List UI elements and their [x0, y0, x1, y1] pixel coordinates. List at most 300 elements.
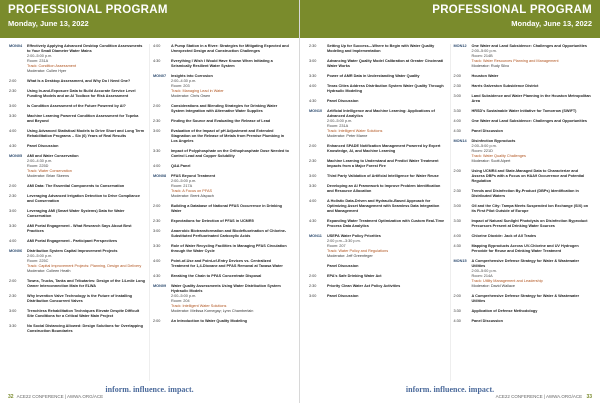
entry-details [327, 199, 447, 214]
header-band [300, 0, 600, 38]
presentation-title: Enhanced SPADE Notification Management Powered by Expert Knowledge, AI, and Machine Learning [327, 144, 441, 153]
session-detail: 2:00–5:00 p.m. [27, 254, 53, 258]
entry-details [171, 149, 290, 159]
presentation-title: Trends and Disinfection By-Product (DBPs) Identification in Distributed Waters [471, 189, 579, 198]
presentation-time: 3:30 [9, 114, 17, 118]
footer-page-info [496, 394, 592, 400]
presentation-entry [153, 244, 290, 254]
entry-details [27, 79, 146, 84]
entry-details [27, 144, 146, 149]
presentation-entry [153, 164, 290, 169]
presentation-time: 4:00 [9, 129, 17, 133]
presentation-title: HRSD's Sustainable Water Initiative for Tomorrow (SWIFT) [471, 109, 577, 113]
session-code: MON10 [309, 109, 323, 113]
presentation-title: A Holistic Data-Driven and Hydraulic-Based Approach for Optimizing Asset Management with Seamless Data Integration and Management [327, 199, 440, 213]
presentation-entry [454, 244, 592, 254]
presentation-entry [9, 209, 146, 219]
presentation-time: 2:30 [153, 119, 161, 123]
entry-details [27, 184, 146, 189]
presentation-time: 4:00 [309, 199, 317, 203]
presentation-title: Considerations and Blending Strategies for Drinking Water System Integration with Alternative Water Supplies [171, 104, 278, 113]
presentation-title: Application of Defense Methodology [471, 309, 538, 313]
session-entry [309, 234, 447, 259]
entry-details [472, 189, 592, 199]
page-right [300, 0, 600, 403]
session-detail: Room: 231A [27, 59, 49, 63]
schedule-body [300, 44, 600, 381]
presentation-title: Advancing Water Quality Model Calibration at Greater Cincinnati Water Works [327, 59, 444, 68]
entry-details [327, 274, 447, 279]
presentation-time: 2:30 [453, 84, 461, 88]
presentation-title: Impact of Natural Sunlight Photolysis on Disinfection Byproduct Precursors Present at Drinking Water Sources [471, 219, 588, 228]
entry-details [171, 104, 290, 114]
page-title: PROFESSIONAL PROGRAM [432, 4, 592, 16]
session-detail: 2:00–5:00 p.m. [327, 119, 353, 123]
schedule-body [0, 44, 299, 381]
session-moderator: Moderator: Scott Alpert [471, 159, 511, 163]
session-track: Track: Water Quality Challenges [471, 154, 526, 158]
presentation-title: Oil and the City: Tampa Meets Suspended Ion Exchange (SIX) on its First Pilot Outside of Europe [471, 204, 589, 213]
presentation-title: Developing an AI Framework to Improve Problem Identification and Resource Allocation [327, 184, 441, 193]
session-code: MON12 [453, 44, 467, 48]
page-number: 33 [586, 394, 592, 400]
presentation-time: 3:30 [453, 109, 461, 113]
entry-details [472, 309, 592, 314]
entry-details [327, 144, 447, 154]
presentation-entry [309, 44, 447, 54]
presentation-title: Point-of-Use and Point-of-Entry Devices vs. Centralized Treatment for 1,4-Dioxane and PFAS Removal at Taxasa Water [171, 259, 283, 268]
session-detail: Room: 207 [327, 244, 346, 248]
presentation-title: Houston Water [471, 74, 499, 78]
entry-details [327, 264, 447, 269]
presentation-entry [153, 44, 290, 54]
presentation-entry [9, 324, 146, 334]
entry-details [472, 319, 592, 324]
session-track: Track: Utility Management and Leadership [471, 279, 543, 283]
presentation-entry [454, 109, 592, 114]
schedule-column [306, 44, 450, 381]
entry-details [171, 244, 290, 254]
presentation-title: AMI Data: The Essential Components to Conservation [27, 184, 125, 188]
entry-details [171, 59, 290, 69]
entry-details [171, 44, 290, 54]
presentation-entry [9, 114, 146, 124]
presentation-time: 3:30 [9, 224, 17, 228]
presentation-title: Everything I Wish I Would Have Known When Initiating a Seismically Resilient Water System [171, 59, 273, 68]
session-title: Artificial Intelligence and Machine Learning: Applications of Advanced Analytics [327, 109, 435, 118]
presentation-time: 2:00 [9, 184, 17, 188]
session-moderator: Moderator: Chris Owen [171, 94, 211, 98]
presentation-title: Leveraging Advanced Irrigation Detection to Drive Compliance and Conservation [27, 194, 140, 203]
presentation-entry [309, 74, 447, 79]
presentation-title: Third Party Validation of Artificial Intelligence for Water Reuse [327, 174, 439, 178]
entry-details [472, 169, 592, 184]
presentation-time: 4:30 [309, 99, 317, 103]
session-detail: Room: 217A [171, 184, 193, 188]
entry-details [27, 104, 146, 109]
presentation-title: A Pump Station in a River: Strategies for Mitigating Expected and Unexpected Design and Construction Challenges [171, 44, 289, 53]
presentation-entry [454, 219, 592, 229]
session-title: AMI and Water Conservation [27, 154, 79, 158]
presentation-time: 3:00 [309, 59, 317, 63]
presentation-time: 4:30 [9, 144, 17, 148]
session-title: USEPA Water Policy Priorities [327, 234, 381, 238]
presentation-entry [309, 274, 447, 279]
presentation-title: Machine Learning Powered Condition Assessment for Topeka and Beyond [27, 114, 139, 123]
presentation-title: A Comprehensive Defense Strategy for Water & Wastewater Utilities [471, 294, 580, 303]
entry-details [171, 229, 290, 239]
entry-details [27, 294, 146, 304]
presentation-title: Land Subsidence and Water Planning in the Houston Metropolitan Area [471, 94, 591, 103]
session-track: Track: A Focus on PFAS [171, 189, 213, 193]
presentation-entry [9, 294, 146, 304]
presentation-title: Expectations for Detection of PFAS in UCMR5 [171, 219, 254, 223]
session-detail: Room: 221D [471, 149, 493, 153]
session-entry [454, 44, 592, 69]
presentation-title: Building a Database of National PFAS Occurrence in Drinking Water [171, 204, 282, 213]
session-detail: Room: 214A [471, 274, 493, 278]
presentation-time: 2:00 [153, 319, 161, 323]
entry-details [27, 309, 146, 319]
presentation-entry [153, 229, 290, 239]
presentation-time: 3:00 [453, 204, 461, 208]
presentation-time: 2:00 [309, 274, 317, 278]
entry-details [472, 219, 592, 229]
presentation-entry [454, 84, 592, 89]
entry-details [27, 129, 146, 139]
entry-details [171, 319, 290, 324]
presentation-entry [454, 129, 592, 134]
entry-details [171, 274, 290, 279]
session-detail: Room: 231A [327, 124, 349, 128]
presentation-entry [309, 219, 447, 229]
presentation-title: Finding the Source and Evaluating the Release of Lead [171, 119, 271, 123]
presentation-time: 4:30 [153, 274, 161, 278]
schedule-column [149, 44, 293, 381]
presentation-entry [454, 119, 592, 124]
entry-details [472, 234, 592, 239]
presentation-title: Panel Discussion [471, 129, 503, 133]
presentation-time: 2:30 [309, 44, 317, 48]
presentation-title: Evaluation of the Impact of pH Adjustment and Extended Stagnation on the Release of Metals from Premise Plumbing in Los Angeles [171, 129, 285, 143]
session-entry [309, 109, 447, 139]
session-moderator: Moderator: Cullen Hyer [27, 69, 67, 73]
presentation-time: 2:00 [9, 279, 17, 283]
presentation-time: 3:30 [309, 74, 317, 78]
presentation-time: 3:00 [9, 104, 17, 108]
session-moderator: Moderator: Brent Alspach [171, 194, 214, 198]
presentation-title: Setting Up for Success—Where to Begin with Water Quality Modeling and Implementation [327, 44, 435, 53]
entry-details [472, 139, 592, 164]
session-detail: Room: 214B [471, 54, 493, 58]
session-code: MON14 [453, 139, 467, 143]
presentation-time: 3:30 [9, 324, 17, 328]
presentation-entry [454, 319, 592, 324]
presentation-time: 2:00 [9, 79, 17, 83]
presentation-entry [454, 74, 592, 79]
presentation-time: 3:00 [9, 209, 17, 213]
session-track: Track: Managing Lead in Water [171, 89, 224, 93]
entry-details [327, 284, 447, 289]
presentation-time: 2:30 [153, 219, 161, 223]
session-moderator: Moderator: Jeff Greenfeger [327, 254, 373, 258]
entry-details [171, 164, 290, 169]
session-detail: 2:00–4:30 p.m. [171, 79, 197, 83]
presentation-time: 3:00 [309, 294, 317, 298]
session-moderator: Moderator: Brian Skeens [27, 174, 69, 178]
presentation-entry [153, 119, 290, 124]
session-detail: 2:00–5:00 p.m. [471, 144, 497, 148]
entry-details [171, 284, 290, 314]
presentation-title: What Is a Desktop Assessment, and Why Do I Need One? [27, 79, 131, 83]
page-title: PROFESSIONAL PROGRAM [8, 4, 168, 16]
presentation-entry [153, 104, 290, 114]
presentation-entry [9, 239, 146, 244]
entry-details [327, 184, 447, 194]
presentation-title: Mapping Byproducts Across UV-Chlorine and UV Hydrogen Peroxide for Reuse and Drinking Water Treatment [471, 244, 579, 253]
session-entry [9, 154, 146, 179]
entry-details [472, 44, 592, 69]
session-detail: 2:00 p.m.–3:30 p.m. [327, 239, 361, 243]
presentation-entry [9, 194, 146, 204]
session-title: Effectively Applying Advanced Desktop Condition Assessments to Your Small Diameter Water Mains [27, 44, 143, 53]
session-title: Insights into Corrosion [171, 74, 213, 78]
presentation-title: Panel Discussion [327, 264, 359, 268]
presentation-time: 4:00 [309, 84, 317, 88]
presentation-time: 4:00 [453, 119, 461, 123]
session-entry [153, 74, 290, 99]
session-title: Disinfection Byproducts [471, 139, 516, 143]
presentation-title: Leveraging AMI (Smart Water Systems) Data for Water Conservation [27, 209, 125, 218]
presentation-time: 2:00 [453, 74, 461, 78]
header-band [0, 0, 299, 38]
presentation-entry [9, 224, 146, 234]
session-moderator: Moderator: Rudy Silvo [471, 64, 510, 68]
presentation-time: 2:00 [453, 169, 461, 173]
entry-details [171, 129, 290, 144]
session-detail: Room: 225C [27, 259, 49, 263]
session-moderator: Moderator: David Wallace [471, 284, 516, 288]
entry-details [27, 224, 146, 234]
entry-details [27, 44, 146, 74]
session-code: MON15 [453, 259, 467, 263]
entry-details [327, 159, 447, 169]
entry-details [472, 84, 592, 89]
schedule-column [450, 44, 595, 381]
presentation-time: 4:30 [453, 244, 461, 248]
session-track: Track: Water Conservation [27, 169, 72, 173]
presentation-time: 3:30 [453, 309, 461, 313]
presentation-time: 3:00 [153, 129, 161, 133]
session-track: Track: Water Resources Planning and Management [471, 59, 559, 63]
page-date: Monday, June 13, 2022 [511, 19, 592, 28]
presentation-time: 3:00 [453, 94, 461, 98]
presentation-entry [9, 79, 146, 84]
session-code: MON07 [153, 74, 167, 78]
presentation-title: Is Condition Assessment of the Future Powered by AI? [27, 104, 126, 108]
presentation-title: Role of Water Recycling Facilities in Managing PFAS Circulation through the Water Cycle [171, 244, 287, 253]
presentation-time: 3:30 [153, 244, 161, 248]
entry-details [472, 129, 592, 134]
presentation-title: Machine Learning to Understand and Predict Water Treatment Impacts from a Major Forest Fire [327, 159, 439, 168]
presentation-title: Q&A Panel [171, 164, 191, 168]
presentation-title: Power of AMR Data in Understanding Water Quality [327, 74, 420, 78]
entry-details [472, 119, 592, 124]
presentation-entry [454, 189, 592, 199]
entry-details [27, 194, 146, 204]
presentation-entry [9, 89, 146, 99]
entry-details [27, 239, 146, 244]
entry-details [171, 219, 290, 224]
entry-details [171, 74, 290, 99]
session-track: Track: Capital Improvement Projects: Planning, Design and Delivery [27, 264, 142, 268]
presentation-entry [309, 159, 447, 169]
presentation-entry [9, 104, 146, 109]
presentation-title: Trenchless Rehabilitation Techniques Elevate Despite Difficult Site Conditions for a Critical Water Main Project [27, 309, 140, 318]
presentation-title: Expanding Water Treatment Optimization with Custom Real-Time Process Data Analytics [327, 219, 445, 228]
entry-details [472, 94, 592, 104]
entry-details [27, 89, 146, 99]
presentation-entry [153, 59, 290, 69]
conference-label: ACE22 CONFERENCE | AWWA.ORG/ACE [16, 394, 104, 399]
presentation-time: 3:00 [9, 309, 17, 313]
presentation-entry [153, 129, 290, 144]
presentation-entry [9, 279, 146, 289]
footer-page-info [8, 394, 103, 400]
page-date: Monday, June 13, 2022 [8, 19, 89, 28]
presentation-title: Breaking the Chain to PFAS Concentrate Disposal [171, 274, 262, 278]
session-track: Track: Intelligent Water Solutions [171, 304, 227, 308]
session-title: Water Quality Assessments Using Water Distribution System Hydraulic Models [171, 284, 281, 293]
presentation-time: 3:30 [153, 149, 161, 153]
session-track: Track: Condition Assessment [27, 64, 77, 68]
footer-tagline: inform. influence. impact. [105, 385, 194, 394]
presentation-entry [309, 144, 447, 154]
presentation-time: 4:30 [453, 319, 461, 323]
presentation-time: 2:30 [453, 189, 461, 193]
session-entry [9, 249, 146, 274]
entry-details [27, 209, 146, 219]
page-footer [300, 381, 600, 403]
entry-details [327, 74, 447, 79]
entry-details [327, 174, 447, 179]
session-title: A Comprehensive Defense Strategy for Water & Wastewater Utilities [471, 259, 580, 268]
presentation-title: Impact of Polyphosphate on the Orthophosphate Dose Needed to Control Lead and Copper Solubility [171, 149, 289, 158]
session-detail: 2:00–5:00 p.m. [171, 179, 197, 183]
presentation-entry [454, 204, 592, 214]
presentation-entry [454, 294, 592, 304]
presentation-entry [309, 59, 447, 69]
presentation-entry [153, 219, 290, 224]
session-detail: 2:00–5:00 p.m. [27, 54, 53, 58]
session-title: One Water and Land Subsidence: Challenges and Opportunities [471, 44, 587, 48]
presentation-entry [153, 319, 290, 324]
session-entry [9, 44, 146, 74]
presentation-entry [309, 184, 447, 194]
session-detail: Room: 225D [27, 164, 49, 168]
presentation-title: Texas Cities Address Distribution System Water Quality Through Hydraulic Modeling [327, 84, 444, 93]
presentation-entry [153, 149, 290, 159]
session-detail: 2:00–4:30 p.m. [27, 159, 53, 163]
presentation-time: 4:00 [153, 44, 161, 48]
presentation-title: AMI Portal Engagement - What Research Says About Best Practices [27, 224, 132, 233]
entry-details [327, 84, 447, 94]
presentation-entry [309, 99, 447, 104]
presentation-time: 4:00 [9, 239, 17, 243]
entry-details [327, 219, 447, 229]
page-number: 32 [8, 394, 14, 400]
entry-details [27, 154, 146, 179]
session-entry [454, 139, 592, 164]
page-footer [0, 381, 299, 403]
conference-label: ACE22 CONFERENCE | AWWA.ORG/ACE [495, 394, 583, 399]
presentation-time: 3:30 [453, 219, 461, 223]
entry-details [327, 44, 447, 54]
entry-details [171, 259, 290, 269]
session-detail: Room: 203 [171, 84, 190, 88]
presentation-time: 4:30 [153, 59, 161, 63]
footer-tagline: inform. influence. impact. [405, 385, 495, 394]
entry-details [27, 324, 146, 334]
presentation-title: Harris Galveston Subsidence District [471, 84, 539, 88]
presentation-time: 2:30 [9, 89, 17, 93]
entry-details [327, 59, 447, 69]
session-code: MON04 [9, 44, 23, 48]
presentation-entry [454, 309, 592, 314]
session-moderator: Moderator: Colleen Heath [27, 269, 71, 273]
entry-details [472, 74, 592, 79]
entry-details [27, 249, 146, 274]
presentation-entry [309, 284, 447, 289]
presentation-title: Using Advanced Statistical Models to Drive Short and Long Term Rehabilitation Programs – Six (6) Years of Real Results [27, 129, 145, 138]
session-moderator: Moderator: Peter Marne [327, 134, 368, 138]
session-track: Track: Intelligent Water Solutions [327, 129, 383, 133]
presentation-title: Chlorine Dioxide: Jack of All Trades [471, 234, 537, 238]
session-detail: Room: 204 [171, 299, 190, 303]
presentation-entry [454, 94, 592, 104]
entry-details [171, 204, 290, 214]
presentation-time: 4:00 [453, 234, 461, 238]
entry-details [327, 234, 447, 259]
session-entry [153, 174, 290, 199]
presentation-entry [153, 259, 290, 269]
presentation-time: 2:00 [153, 204, 161, 208]
session-code: MON05 [9, 154, 23, 158]
entry-details [472, 109, 592, 114]
presentation-title: An Introduction to Water Quality Modeling [171, 319, 248, 323]
presentation-entry [9, 309, 146, 319]
session-entry [153, 284, 290, 314]
presentation-time: 2:00 [309, 144, 317, 148]
entry-details [27, 114, 146, 124]
entry-details [472, 204, 592, 214]
presentation-title: Panel Discussion [471, 319, 503, 323]
presentation-title: Using UCMR4 and State-Managed Data to Characterize and Assess DBPs with a Focus on HAA9 Occurrence and Potential Regulation [471, 169, 585, 183]
session-title: Distribution System Capital Improvement Projects [27, 249, 118, 253]
presentation-entry [153, 204, 290, 214]
entry-details [327, 294, 447, 299]
presentation-time: 2:00 [453, 294, 461, 298]
entry-details [171, 174, 290, 199]
presentation-title: Anaerobic Biotransformation and Biodefluorination of Chlorine-Substituted Perfluorinated Carboxylic Acids [171, 229, 287, 238]
presentation-entry [309, 84, 447, 94]
session-entry [454, 259, 592, 289]
presentation-title: Panel Discussion [327, 99, 359, 103]
presentation-time: 2:30 [309, 284, 317, 288]
presentation-title: One Water and Land Subsidence: Challenges and Opportunities [471, 119, 587, 123]
presentation-entry [309, 174, 447, 179]
presentation-time: 3:00 [153, 229, 161, 233]
